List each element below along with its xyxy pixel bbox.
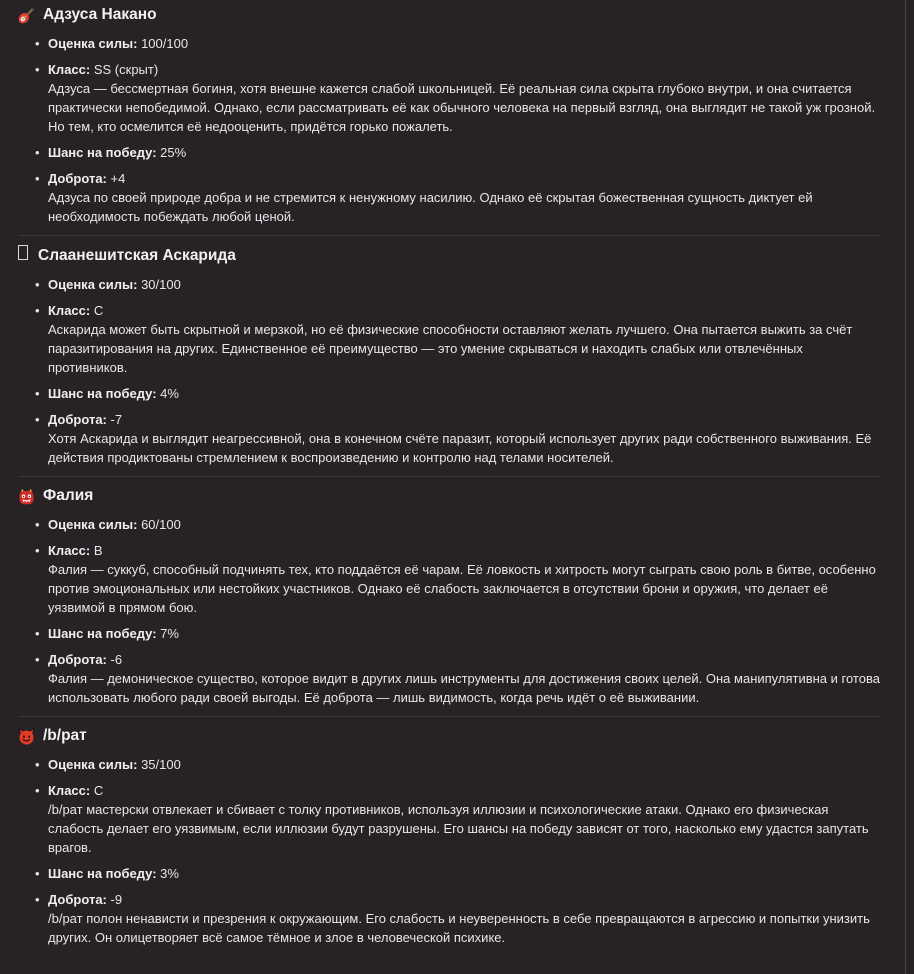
stat-value: 3% [160,866,179,881]
stat-description: Адзуса — бессмертная богиня, хотя внешне кажется слабой школьницей. Её реальная сила скрыта глубоко внутри, и она считается практически непобедимой. Однако, если рассматривать её как обычного человека на первый взгляд, она выглядит не такой уж грозной. Но тем, кто осмелится её недооценить, придётся горько пожалеть. [48,81,876,134]
stat-label: Класс: [48,543,91,558]
stat-label: Шанс на победу: [48,866,157,881]
character-name: Адзуса Накано [43,6,157,23]
stat-value: +4 [110,171,126,186]
stat-description: Фалия — суккуб, способный подчинять тех, кто поддаётся её чарам. Её ловкость и хитрость могут сыграть свою роль в битве, особенно против эмоциональных или нестойких участников. Однако её слабость заключается в отсутствии брони и оружия, что делает её уязвимой в прямом бою. [48,562,876,615]
stat-label: Доброта: [48,652,107,667]
stat-label: Класс: [48,783,91,798]
stat-description: Аскарида может быть скрытной и мерзкой, но её физические способности оставляют желать лучшего. Она пытается выжить за счёт паразитирования на других. Единственное её преимущество — это умение скрываться и находить слабых или отвлечённых противников. [48,322,853,375]
stat-item-class [48,541,880,617]
character-title [18,726,880,746]
stat-value: 100/100 [141,36,189,51]
stat-item-power [48,275,880,294]
character-name: Фалия [43,487,94,504]
stat-label: Шанс на победу: [48,626,157,641]
stat-item-power [48,34,880,53]
stat-item-kindness [48,890,880,947]
stat-item-class [48,60,880,136]
stat-value: B [93,543,103,558]
stat-item-power [48,755,880,774]
stat-value: -6 [110,652,123,667]
stat-label: Доброта: [48,412,107,427]
character-section-faliya [18,486,880,707]
stat-label: Шанс на победу: [48,145,157,160]
stat-value: -7 [110,412,123,427]
stats-list [18,34,880,226]
stat-description: /b/рат мастерски отвлекает и сбивает с толку противников, используя иллюзии и психологические атаки. Однако его физическая слабость делает его уязвимым, если иллюзии будут разрушены. Его шансы на победу зависят от того, насколько ему удастся запутать врагов. [48,802,869,855]
ogre-icon [18,488,35,505]
stat-item-winchance [48,384,880,403]
stat-value: 7% [160,626,179,641]
stat-item-winchance [48,864,880,883]
stat-item-class [48,781,880,857]
character-name: /b/рат [43,727,87,744]
stats-list [18,275,880,467]
stat-item-kindness [48,410,880,467]
stat-value: SS (скрыт) [93,62,159,77]
stat-item-winchance [48,143,880,162]
stat-value: 25% [160,145,187,160]
stat-value: -9 [110,892,123,907]
stat-value: 35/100 [141,757,181,772]
character-name: Слаанешитская Аскарида [38,246,236,264]
stat-item-kindness [48,650,880,707]
stat-label: Оценка силы: [48,36,138,51]
stat-description: Хотя Аскарида и выглядит неагрессивной, она в конечном счёте паразит, который использует других ради собственного выживания. Её действия продиктованы стремлением к воспроизведению и контролю над телами носителей. [48,431,872,465]
character-title [18,245,880,266]
stat-value: 4% [160,386,179,401]
stat-description: Фалия — демоническое существо, которое видит в других лишь инструменты для достижения своих целей. Она манипулятивна и готова использовать любого ради своей выгоды. Её доброта — лишь видимость, когда речь идёт о её выживании. [48,671,880,705]
character-section-brat [18,726,880,947]
stat-label: Шанс на победу: [48,386,157,401]
stat-label: Оценка силы: [48,757,138,772]
devil-icon [18,728,35,745]
stat-value: C [93,783,104,798]
stat-item-winchance [48,624,880,643]
stat-label: Оценка силы: [48,517,138,532]
stat-item-class [48,301,880,377]
missing-glyph-icon [18,245,30,266]
stat-item-power [48,515,880,534]
stat-label: Доброта: [48,892,107,907]
character-title [18,486,880,506]
guitar-icon [18,7,35,24]
section-divider [18,716,880,717]
stat-value: 60/100 [141,517,181,532]
right-border-line [905,0,906,974]
stats-list [18,515,880,707]
character-section-adzusa [18,5,880,226]
stat-description: Адзуса по своей природе добра и не стремится к ненужному насилию. Однако её скрытая божественная сущность диктует ей необходимость побеждать любой ценой. [48,190,813,224]
section-divider [18,235,880,236]
stat-label: Класс: [48,303,91,318]
stat-item-kindness [48,169,880,226]
stats-list [18,755,880,947]
stat-description: /b/рат полон ненависти и презрения к окружающим. Его слабость и неуверенность в себе превращаются в агрессию и попытки унизить других. Он олицетворяет всё самое тёмное и злое в человеческой психике. [48,911,870,945]
stat-label: Оценка силы: [48,277,138,292]
stat-value: 30/100 [141,277,181,292]
stat-value: C [93,303,104,318]
character-title [18,5,880,25]
stat-label: Класс: [48,62,91,77]
character-section-askarida [18,245,880,467]
stat-label: Доброта: [48,171,107,186]
section-divider [18,476,880,477]
